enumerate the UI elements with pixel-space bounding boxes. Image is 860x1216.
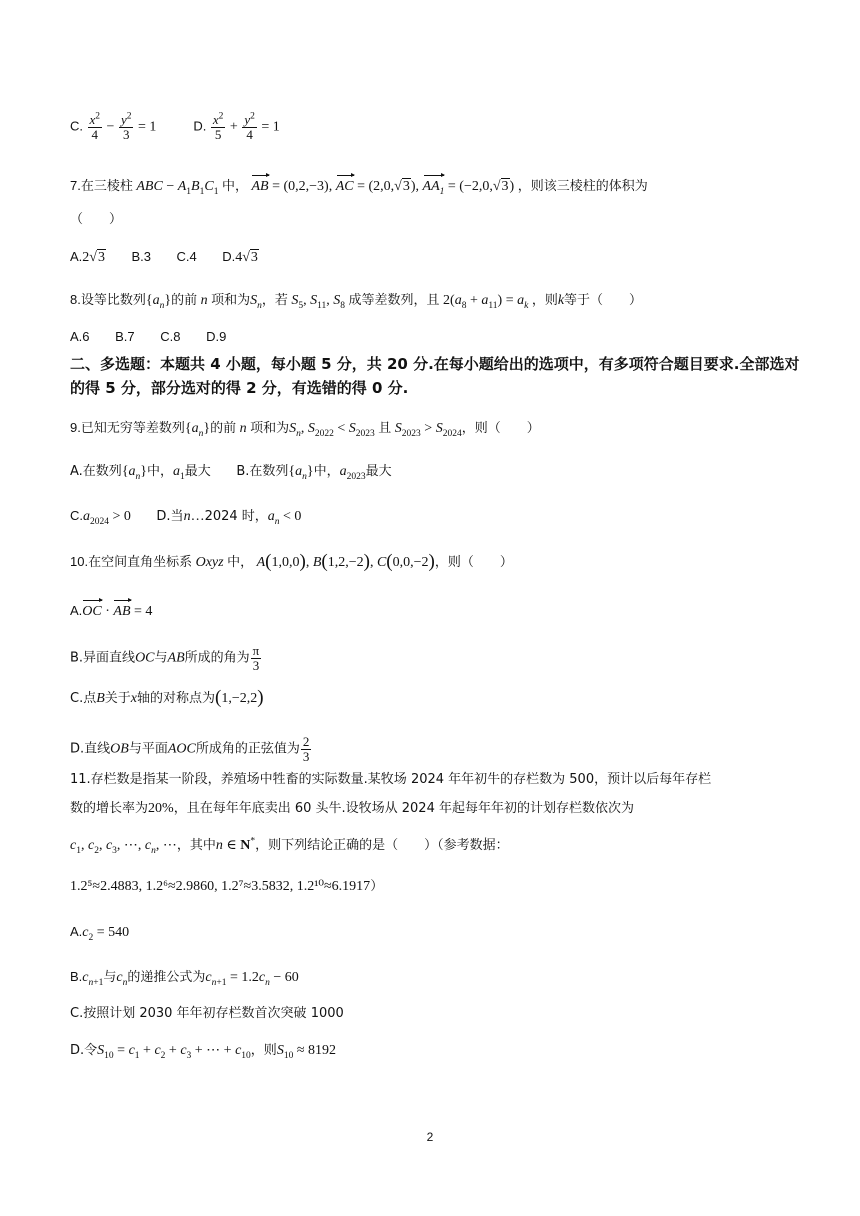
q9-option-d: D.当n…2024 时，$a_n < 0$ xyxy=(156,509,302,527)
q8-options xyxy=(70,327,800,347)
q8-option-c: C.8 xyxy=(160,329,181,344)
q7-option-d: D.4√3 xyxy=(222,249,258,265)
q10-option-c: C.点B关于x轴的对称点为(1,−2,2) xyxy=(70,687,264,708)
q6-option-c-label: C. xyxy=(70,118,83,134)
q10-option-b: B.异面直线OC与AB所成的角为 $\frac{\pi}{3}$ xyxy=(70,643,260,673)
q7-options xyxy=(70,247,800,268)
q11-reference-data: 1.2⁵≈2.4883, 1.2⁶≈2.9860, 1.2⁷≈3.5832, 1.2¹⁰≈6.1917） xyxy=(70,879,384,894)
section-heading: 二、多选题：本题共 4 小题，每小题 5 分，共 20 分.在每小题给出的选项中，有多项符合题目要求.全部选对的得 5 分，部分选对的得 2 分，有选错的得 0 分. xyxy=(70,355,800,397)
q9-option-a: A.在数列$\{a_n\}$中，$a_1$最大 xyxy=(70,464,211,482)
q9-stem: 9.已知无穷等差数列$\{a_n\}$的前 n 项和为$S_n$, $S_{2022} < S_{2023}$ 且 $S_{2023} > S_{2024}$，则（ ） xyxy=(70,420,540,439)
q9-options-cd xyxy=(70,506,800,527)
q7-option-c: C.4 xyxy=(176,249,197,264)
q9-option-b: B.在数列$\{a_n\}$中，$a_{2023}$最大 xyxy=(236,464,392,482)
q7-option-a: A.2√3 xyxy=(70,249,105,265)
q11-option-a: $A.c_2 = 540$ xyxy=(70,924,130,943)
q7-stem: 7.在三棱柱 ABC − $A_1B_1C_1$ 中， AB = (0,2,−3), AC = (2,0,√3), $AA_1 = (-2,0,√3)$ ，则该三棱柱的体积为 xyxy=(70,173,800,197)
q11-option-c: C.按照计划 2030 年年初存栏数首次突破 1000 xyxy=(70,1006,344,1021)
q8-option-b: B.7 xyxy=(115,329,135,344)
q7-answer-blank: （ ） xyxy=(70,212,123,227)
q10-option-a: A.OC · AB = 4 xyxy=(70,598,800,622)
page-number: 2 xyxy=(426,1130,434,1144)
q11-line-2: 数的增长率为20%，且在每年年底卖出 60 头牛.设牧场从 2024 年起每年年初的计划存栏数依次为 xyxy=(70,801,634,816)
q10-option-d: D.直线OB与平面AOC所成角的正弦值为 $\frac{2}{3}$ xyxy=(70,734,310,764)
q11-option-b: $B.c_{n+1}$与$c_n$的递推公式为$c_{n+1} = 1.2c_n - 60$ xyxy=(70,969,299,988)
q9-options-ab xyxy=(70,462,800,482)
q6-option-d-label: D. xyxy=(193,118,207,134)
q6-options: C. $\frac{x^2}{4}$ − $\frac{y^2}{3}$ = 1 D. $\frac{x^2}{5}$ + $\frac{y^2}{4}$ = 1 xyxy=(70,111,280,142)
q7-option-b: B.3 xyxy=(131,249,151,264)
q8-option-d: D.9 xyxy=(206,329,227,344)
q9-option-c: $C.a_{2024} > 0$ xyxy=(70,508,131,527)
q11-option-d: D.令$S_{10} = c_1 + c_2 + c_3$ + ⋯ + $c_{10}$，则$S_{10} \approx 8192$ xyxy=(70,1043,336,1061)
q11-line-3: $c_1$, $c_2$, $c_3$, ⋯, $c_n$, ⋯，其中n ∈ N*，则下列结论正确的是（ ）（参考数据： xyxy=(70,836,509,856)
q10-stem: 10.在空间直角坐标系 Oxyz 中， A(1,0,0), B(1,2,−2), C(0,0,−2)，则（ ） xyxy=(70,551,513,572)
q11-line-1: 11.存栏数是指某一阶段，养殖场中牲畜的实际数量.某牧场 2024 年年初牛的存栏数为 500，预计以后每年存栏 xyxy=(70,772,712,787)
q8-option-a: A.6 xyxy=(70,329,90,344)
q8-stem: 8.设等比数列$\{a_n\}$的前 n 项和为$S_n$，若 $S_5$, $S_{11}$, $S_8$ 成等差数列，且 $2(a_8 + a_{11}) = a_k$ ，则k等于（ ） xyxy=(70,292,643,311)
